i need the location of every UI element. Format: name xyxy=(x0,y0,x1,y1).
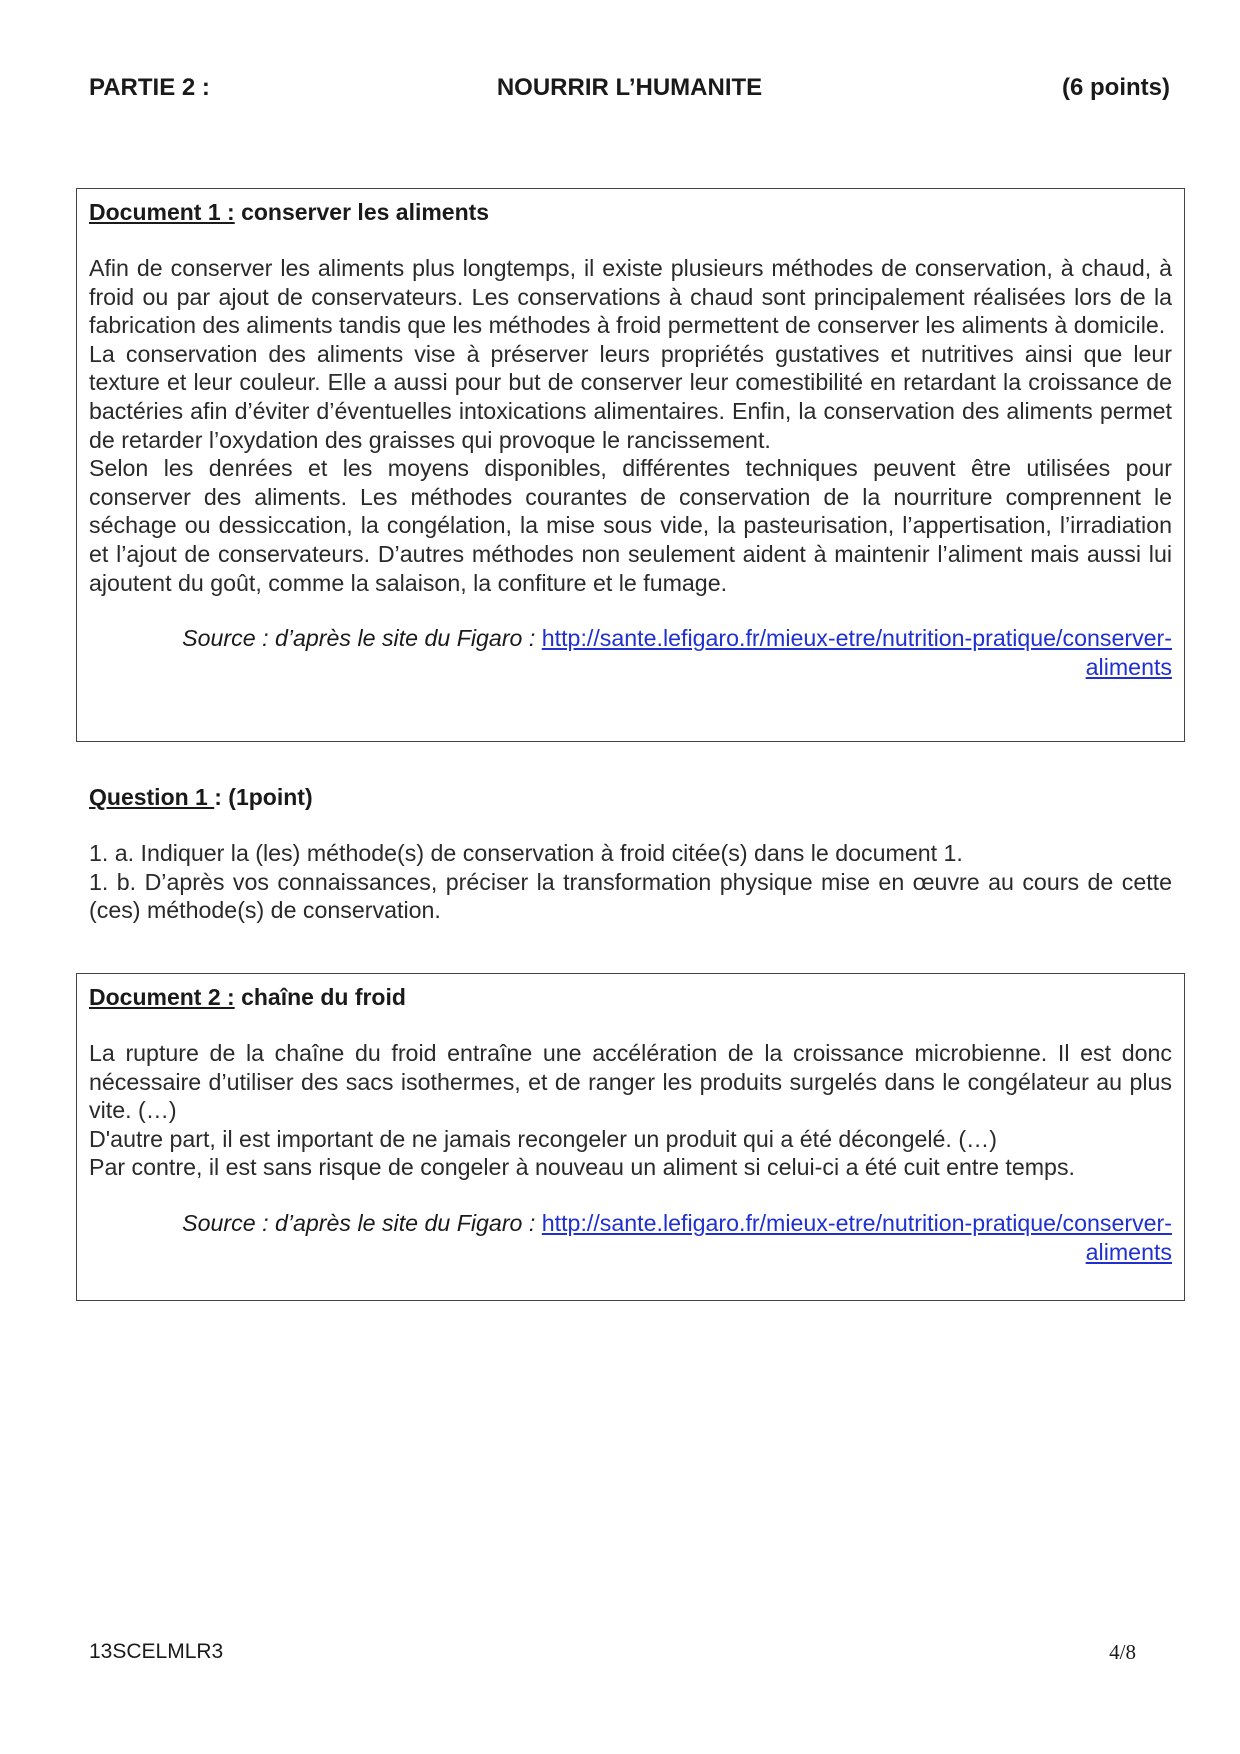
document-1-paragraph: La conservation des aliments vise à préserver leurs propriétés gustatives et nutritives ainsi que leur texture et leur couleur. Elle a aussi pour but de conserver leur comestibilité en retardant la croissance de bactéries afin d’éviter d’éventuelles intoxications alimentaires. Enfin, la conservation des aliments permet de retarder l’oxydation des graisses qui provoque le rancissement. xyxy=(89,340,1172,453)
page-number: 4/8 xyxy=(1109,1640,1136,1664)
document-1-paragraph: Afin de conserver les aliments plus longtemps, il existe plusieurs méthodes de conservation, à chaud, à froid ou par ajout de conservateurs. Les conservations à chaud sont principalement réalisées lors de la fabrication des aliments tandis que les méthodes à froid permettent de conserver les aliments à domicile. xyxy=(89,255,1172,339)
document-2-title: chaîne du froid xyxy=(241,984,406,1010)
source-link-part2: aliments xyxy=(1085,1238,1172,1265)
document-1-paragraph: Selon les denrées et les moyens disponibles, différentes techniques peuvent être utilisées pour conserver des aliments. Les méthodes courantes de conservation de la nourriture comprennent le séchage ou dessiccation, la congélation, la mise sous vide, la pasteurisation, l’appertisation, l’irradiation et l’ajout de conservateurs. D’autres méthodes non seulement aident à maintenir l’aliment mais aussi lui ajoutent du goût, comme la salaison, la confiture et le fumage. xyxy=(89,455,1172,596)
source-link[interactable] xyxy=(542,1210,1172,1265)
source-link[interactable] xyxy=(542,625,1172,680)
source-label: Source : d’après le site du Figaro : xyxy=(182,1209,536,1236)
question-1-body xyxy=(89,839,1172,925)
question-1 xyxy=(89,782,1172,925)
part-label: PARTIE 2 : xyxy=(89,74,210,101)
document-2-label: Document 2 : xyxy=(89,984,235,1010)
source-label: Source : d’après le site du Figaro : xyxy=(182,625,536,652)
document-1-label: Document 1 : xyxy=(89,199,235,225)
document-1-heading xyxy=(89,197,1172,227)
document-1-source xyxy=(89,624,1172,681)
document-2-source xyxy=(89,1209,1172,1266)
page-header xyxy=(89,74,1170,104)
source-link-part2: aliments xyxy=(1085,653,1172,680)
question-1-heading xyxy=(89,782,1172,812)
source-link-part1: http://sante.lefigaro.fr/mieux-etre/nutrition-pratique/conserver- xyxy=(541,625,1172,652)
question-line: 1. a. Indiquer la (les) méthode(s) de conservation à froid citée(s) dans le document 1. xyxy=(89,840,963,866)
document-2-box xyxy=(76,973,1185,1301)
document-1-body xyxy=(89,254,1172,597)
document-2-paragraph: Par contre, il est sans risque de congeler à nouveau un aliment si celui-ci a été cuit entre temps. xyxy=(89,1154,1075,1181)
document-2-paragraph: D'autre part, il est important de ne jamais recongeler un produit qui a été décongelé. (…) xyxy=(89,1125,997,1152)
source-link-part1: http://sante.lefigaro.fr/mieux-etre/nutrition-pratique/conserver- xyxy=(541,1209,1172,1236)
document-1-title: conserver les aliments xyxy=(241,199,490,225)
question-1-points: : (1point) xyxy=(214,784,313,810)
question-1-label: Question 1 xyxy=(89,784,215,810)
part-title: NOURRIR L’HUMANITE xyxy=(496,74,763,101)
document-2-paragraph: La rupture de la chaîne du froid entraîne une accélération de la croissance microbienne. Il est donc nécessaire d’utiliser des sacs isothermes, et de ranger les produits surgelés dans le congélateur au plus vite. (…) xyxy=(89,1040,1172,1124)
document-2-heading xyxy=(89,982,1172,1012)
exam-code: 13SCELMLR3 xyxy=(89,1640,224,1663)
question-line: 1. b. D’après vos connaissances, préciser la transformation physique mise en œuvre au cours de cette (ces) méthode(s) de conservation. xyxy=(89,868,1172,924)
part-points: (6 points) xyxy=(1062,74,1170,101)
document-2-body xyxy=(89,1039,1172,1182)
document-1-box xyxy=(76,188,1185,742)
